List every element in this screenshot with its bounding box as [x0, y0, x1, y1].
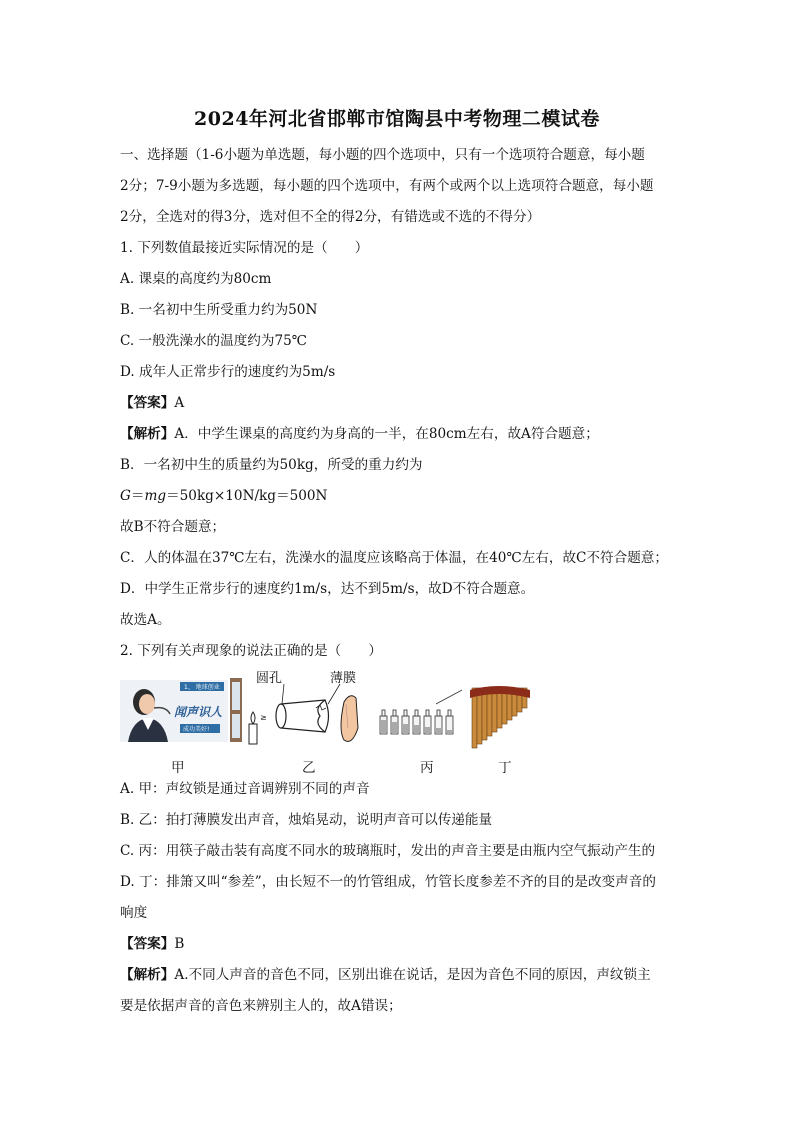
q2-option-c: C. 丙：用筷子敲击装有高度不同水的玻璃瓶时，发出的声音主要是由瓶内空气振动产生的 — [120, 843, 656, 859]
analysis-label: 【解析】 — [120, 967, 175, 983]
figure-label-bing: 丙 — [420, 760, 434, 776]
q2-option-d-line1: D. 丁：排箫又叫“参差”，由长短不一的竹管组成，竹管长度参差不齐的目的是改变声音的 — [120, 874, 656, 890]
answer-value: B — [174, 936, 185, 952]
section-instructions-line-3: 2分，全选对的得3分，选对但不全的得2分，有错选或不选的不得分） — [120, 209, 541, 225]
q2-option-b: B. 乙：拍打薄膜发出声音，烛焰晃动，说明声音可以传递能量 — [120, 812, 493, 828]
label-film: 薄膜 — [330, 671, 357, 686]
figure-ding-panflute — [470, 686, 530, 748]
q1-formula — [120, 487, 327, 505]
q1-option-a: A. 课桌的高度约为80cm — [120, 271, 272, 287]
figure-jia-poster — [120, 680, 228, 742]
analysis-text: A．中学生课桌的高度约为身高的一半，在80cm左右，故A符合题意； — [174, 426, 599, 442]
q1-option-c: C. 一般洗澡水的温度约为75℃ — [120, 333, 307, 349]
answer-value: A — [174, 395, 185, 411]
label-hole: 圆孔 — [256, 671, 283, 686]
figure-yi-apparatus — [249, 684, 358, 744]
svg-text:≥: ≥ — [260, 713, 267, 722]
figure-label-yi: 乙 — [302, 760, 316, 776]
formula-rest: ＝50kg×10N/kg＝500N — [166, 488, 328, 504]
q1-analysis-c: C．人的体温在37℃左右，洗澡水的温度应该略高于体温，在40℃左右，故C不符合题意； — [120, 550, 668, 566]
q1-analysis-a — [120, 425, 599, 443]
poster-main: 闻声识人 — [174, 705, 223, 719]
section-instructions-line-2: 2分；7-9小题为多选题，每小题的四个选项中，有两个或两个以上选项符合题意，每小题 — [120, 178, 654, 194]
q1-conclusion: 故选A。 — [120, 612, 171, 628]
figure-label-jia: 甲 — [171, 760, 185, 776]
poster-line3: 成功美好! — [183, 726, 210, 733]
q2-stem: 2. 下列有关声现象的说法正确的是（ ） — [120, 643, 382, 659]
q2-answer — [120, 935, 184, 953]
q2-option-a: A. 甲：声纹锁是通过音调辨别不同的声音 — [120, 781, 370, 797]
figure-label-ding: 丁 — [498, 760, 512, 776]
analysis-label: 【解析】 — [120, 426, 175, 442]
q2-option-d-line2: 响度 — [120, 905, 148, 921]
formula-mg: mg — [144, 488, 167, 504]
q2-analysis-line2: 要是依据声音的音色来辨别主人的，故A错误； — [120, 998, 402, 1014]
q1-answer — [120, 394, 184, 412]
q2-analysis-line1 — [120, 966, 651, 984]
analysis-text: A.不同人声音的音色不同，区别出谁在说话，是因为音色不同的原因，声纹锁主 — [174, 967, 651, 983]
formula-eq: ＝ — [130, 488, 145, 504]
answer-label: 【答案】 — [120, 936, 175, 952]
section-instructions-line-1: 一、选择题（1-6小题为单选题，每小题的四个选项中，只有一个选项符合题意，每小题 — [120, 147, 645, 163]
poster-line1: 1、 地球创业 — [184, 684, 220, 691]
q2-figure-svg — [118, 668, 548, 768]
q2-figure — [118, 668, 548, 768]
q1-analysis-b2: 故B不符合题意； — [120, 519, 226, 535]
figure-jia-window — [230, 678, 242, 742]
answer-label: 【答案】 — [120, 395, 175, 411]
figure-bing-bottles — [380, 690, 462, 734]
page-title: 2024年河北省邯郸市馆陶县中考物理二模试卷 — [194, 108, 600, 130]
q1-analysis-d: D．中学生正常步行的速度约1m/s，达不到5m/s，故D不符合题意。 — [120, 581, 535, 597]
q1-option-b: B. 一名初中生所受重力约为50N — [120, 302, 318, 318]
formula-g: G — [120, 488, 131, 504]
q1-stem: 1. 下列数值最接近实际情况的是（ ） — [120, 240, 369, 256]
q1-analysis-b1: B．一名初中生的质量约为50kg，所受的重力约为 — [120, 457, 423, 473]
q1-option-d: D. 成年人正常步行的速度约为5m/s — [120, 364, 336, 380]
